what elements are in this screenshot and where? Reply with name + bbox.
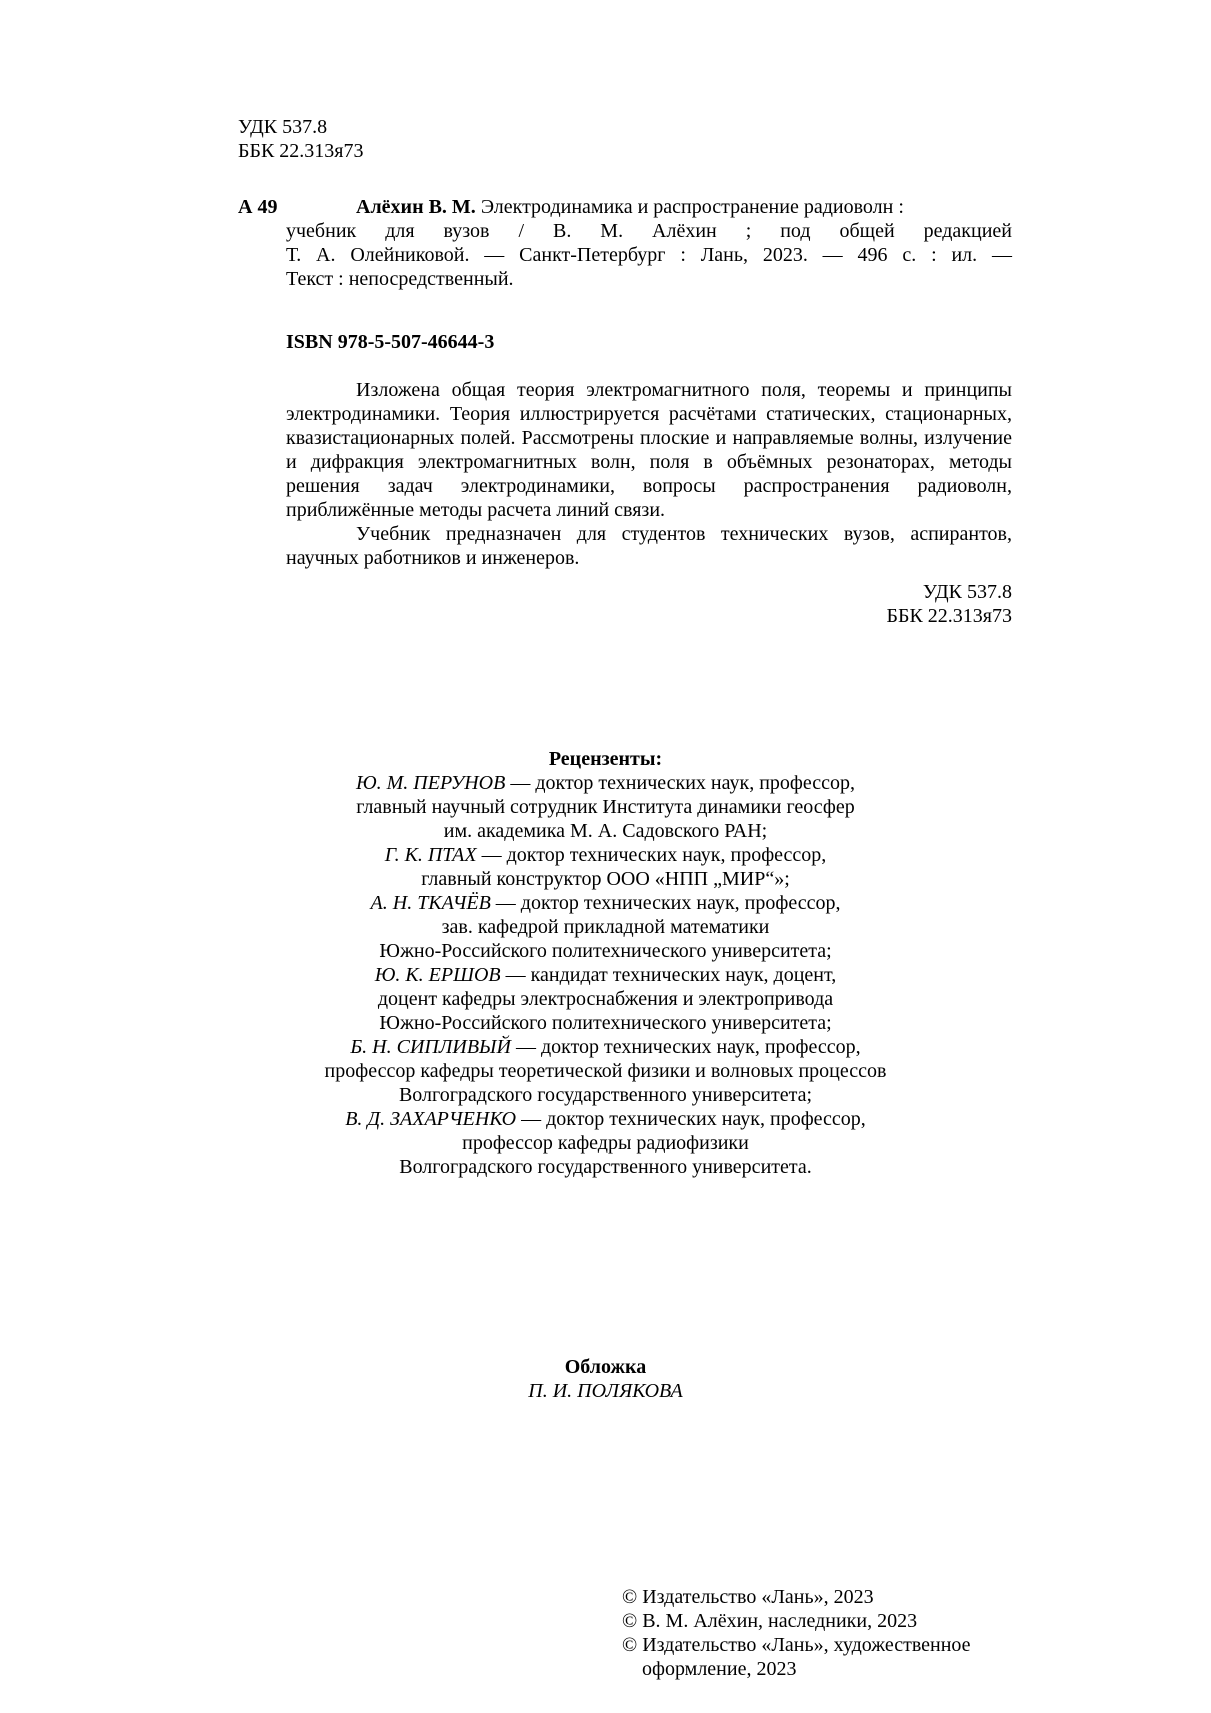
reviewer-position: главный конструктор ООО «НПП „МИР“»;	[421, 868, 790, 890]
bbk-code: ББК 22.313я73	[238, 140, 364, 162]
reviewer-entry	[0, 891, 1211, 915]
author-name: Алёхин В. М.	[356, 196, 476, 218]
reviewer-degree: — доктор технических наук, профессор,	[476, 844, 827, 866]
udk-code: УДК 537.8	[238, 116, 328, 138]
classification-codes-top	[238, 115, 364, 163]
reviewer-degree: — доктор технических наук, профессор,	[505, 772, 855, 794]
bibliographic-record	[286, 195, 1012, 291]
copyright-line: оформление, 2023	[642, 1658, 797, 1680]
reviewer-position: Волгоградского государственного университета.	[399, 1156, 812, 1178]
biblio-line-3: Т. А. Олейниковой. — Санкт-Петербург : Лань, 2023. — 496 с. : ил. —	[286, 244, 1012, 266]
copyright-block	[622, 1585, 1022, 1681]
reviewer-name: А. Н. ТКАЧЁВ	[370, 892, 491, 914]
reviewer-degree: — доктор технических наук, профессор,	[490, 892, 841, 914]
annotation-paragraph: Изложена общая теория электромагнитного поля, теоремы и принципы электродинамики. Теория иллюстрируется расчётами статических, стационарных, квазистационарных полей. Рассмотрены плоские и направляемые волны, излучение и дифракция электромагнитных волн, поля в объёмных резонаторах, методы решения задач электродинамики, вопросы распространения радиоволн, приближённые методы расчета линий связи.	[286, 379, 1012, 521]
bbk-code: ББК 22.313я73	[886, 605, 1012, 627]
isbn: ISBN 978-5-507-46644-3	[286, 331, 495, 353]
udk-code: УДК 537.8	[922, 581, 1012, 603]
copyright-line: © Издательство «Лань», художественное	[622, 1634, 971, 1656]
reviewer-position: Южно-Российского политехнического университета;	[379, 940, 832, 962]
reviewer-entry	[0, 843, 1211, 867]
reviewer-position: доцент кафедры электроснабжения и электропривода	[377, 988, 834, 1010]
reviewer-name: Ю. К. ЕРШОВ	[374, 964, 501, 986]
reviewers-section	[0, 747, 1211, 1179]
reviewer-entry	[0, 1035, 1211, 1059]
reviewer-entry	[0, 1107, 1211, 1131]
cover-designer: П. И. ПОЛЯКОВА	[528, 1380, 683, 1402]
reviewer-position: зав. кафедрой прикладной математики	[441, 916, 770, 938]
reviewer-degree: — кандидат технических наук, доцент,	[500, 964, 837, 986]
annotation	[286, 378, 1012, 570]
annotation-paragraph: Учебник предназначен для студентов технических вузов, аспирантов, научных работников и инженеров.	[286, 523, 1012, 569]
reviewer-entry	[0, 963, 1211, 987]
reviewer-name: Б. Н. СИПЛИВЫЙ	[350, 1036, 511, 1058]
reviewer-degree: — доктор технических наук, профессор,	[510, 1036, 861, 1058]
reviewer-name: В. Д. ЗАХАРЧЕНКО	[345, 1108, 517, 1130]
reviewer-position: главный научный сотрудник Института динамики геосфер	[356, 796, 855, 818]
biblio-line-2: учебник для вузов / В. М. Алёхин ; под общей редакцией	[286, 220, 1012, 242]
cover-credits	[0, 1355, 1211, 1403]
reviewer-position: им. академика М. А. Садовского РАН;	[443, 820, 768, 842]
reviewer-position: профессор кафедры теоретической физики и волновых процессов	[324, 1060, 887, 1082]
biblio-line-1	[286, 195, 1012, 219]
book-title: Электродинамика и распространение радиоволн :	[480, 196, 904, 218]
classification-codes-bottom	[286, 580, 1012, 628]
reviewer-entry	[0, 771, 1211, 795]
cover-heading: Обложка	[564, 1356, 647, 1378]
reviewer-name: Ю. М. ПЕРУНОВ	[356, 772, 506, 794]
reviewer-position: Южно-Российского политехнического университета;	[379, 1012, 832, 1034]
copyright-line: © В. М. Алёхин, наследники, 2023	[622, 1610, 918, 1632]
reviewer-name: Г. К. ПТАХ	[384, 844, 477, 866]
biblio-line-4: Текст : непосредственный.	[286, 268, 514, 290]
reviewers-heading: Рецензенты:	[548, 748, 663, 770]
reviewer-degree: — доктор технических наук, профессор,	[516, 1108, 866, 1130]
author-mark: А 49	[238, 196, 278, 218]
copyright-line: © Издательство «Лань», 2023	[622, 1586, 874, 1608]
reviewer-position: профессор кафедры радиофизики	[462, 1132, 749, 1154]
reviewer-position: Волгоградского государственного университета;	[398, 1084, 813, 1106]
